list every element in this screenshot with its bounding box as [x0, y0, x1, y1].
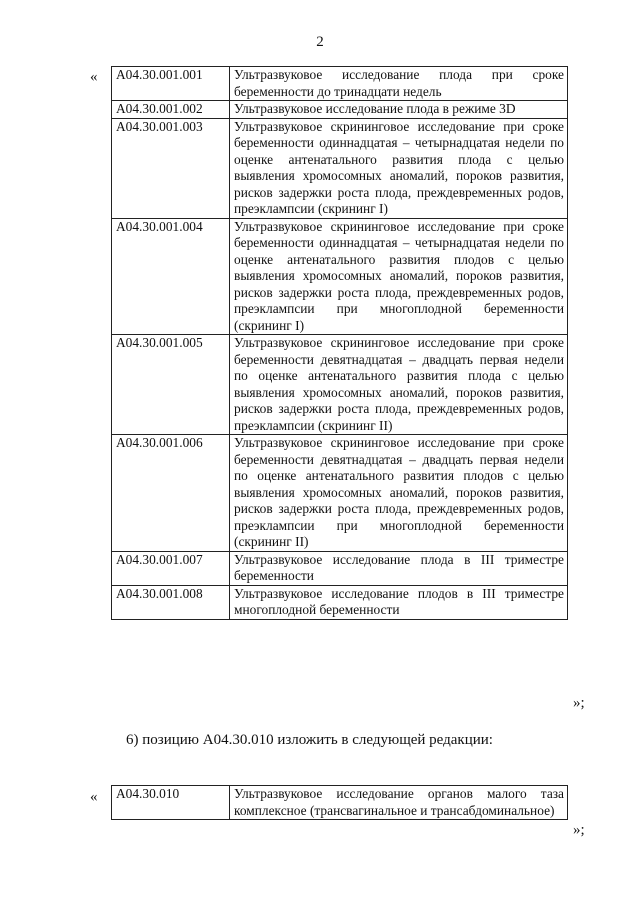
- table-row: [112, 101, 568, 119]
- closing-quote: »;: [573, 695, 585, 711]
- description-cell: Ультразвуковое исследование плода в III триместре беременности: [230, 551, 568, 585]
- code-cell: A04.30.001.007: [112, 551, 230, 585]
- description-cell: Ультразвуковое скрининговое исследование при сроке беременности девятнадцатая – двадцать первая недели по оценке антенатального развития плодов с целью выявления хромосомных аномалий, пороков развития, рисков задержки роста плода, преждевременных родов, преэклампсии при многоплодной беременности (скрининг II): [230, 435, 568, 552]
- code-cell: A04.30.001.001: [112, 67, 230, 101]
- description-cell: Ультразвуковое исследование плодов в III триместре многоплодной беременности: [230, 585, 568, 619]
- page-number: 2: [316, 34, 324, 50]
- code-cell: A04.30.001.004: [112, 218, 230, 335]
- table-row: [112, 585, 568, 619]
- description-cell: Ультразвуковое исследование плода в режиме 3D: [230, 101, 568, 119]
- description-cell: Ультразвуковое исследование плода при сроке беременности до тринадцати недель: [230, 67, 568, 101]
- code-cell: A04.30.001.008: [112, 585, 230, 619]
- code-cell: A04.30.010: [112, 786, 230, 820]
- description-cell: Ультразвуковое исследование органов малого таза комплексное (трансвагинальное и трансабдоминальное): [230, 786, 568, 820]
- description-cell: Ультразвуковое скрининговое исследование при сроке беременности одиннадцатая – четырнадцатая недели по оценке антенатального развития плода с целью выявления хромосомных аномалий, пороков развития, рисков задержки роста плода, преждевременных родов, преэклампсии (скрининг I): [230, 118, 568, 218]
- codes-table: [111, 785, 568, 820]
- table-row: [112, 435, 568, 552]
- opening-quote: «: [90, 69, 98, 85]
- code-cell: A04.30.001.003: [112, 118, 230, 218]
- code-cell: A04.30.001.006: [112, 435, 230, 552]
- description-cell: Ультразвуковое скрининговое исследование при сроке беременности девятнадцатая – двадцать первая недели по оценке антенатального развития плода с целью выявления хромосомных аномалий, пороков развития, рисков задержки роста плода, преждевременных родов, преэклампсии (скрининг II): [230, 335, 568, 435]
- opening-quote: «: [90, 789, 98, 805]
- description-cell: Ультразвуковое скрининговое исследование при сроке беременности одиннадцатая – четырнадцатая недели по оценке антенатального развития плодов с целью выявления хромосомных аномалий, пороков развития, рисков задержки роста плода, преждевременных родов, преэклампсии при многоплодной беременности (скрининг I): [230, 218, 568, 335]
- amendment-paragraph: 6) позицию A04.30.010 изложить в следующей редакции:: [126, 732, 493, 748]
- table-row: [112, 551, 568, 585]
- table-row: [112, 67, 568, 101]
- table-row: [112, 786, 568, 820]
- code-cell: A04.30.001.002: [112, 101, 230, 119]
- table-row: [112, 335, 568, 435]
- table-row: [112, 218, 568, 335]
- table-row: [112, 118, 568, 218]
- closing-quote: »;: [573, 822, 585, 838]
- code-cell: A04.30.001.005: [112, 335, 230, 435]
- codes-table: [111, 66, 568, 620]
